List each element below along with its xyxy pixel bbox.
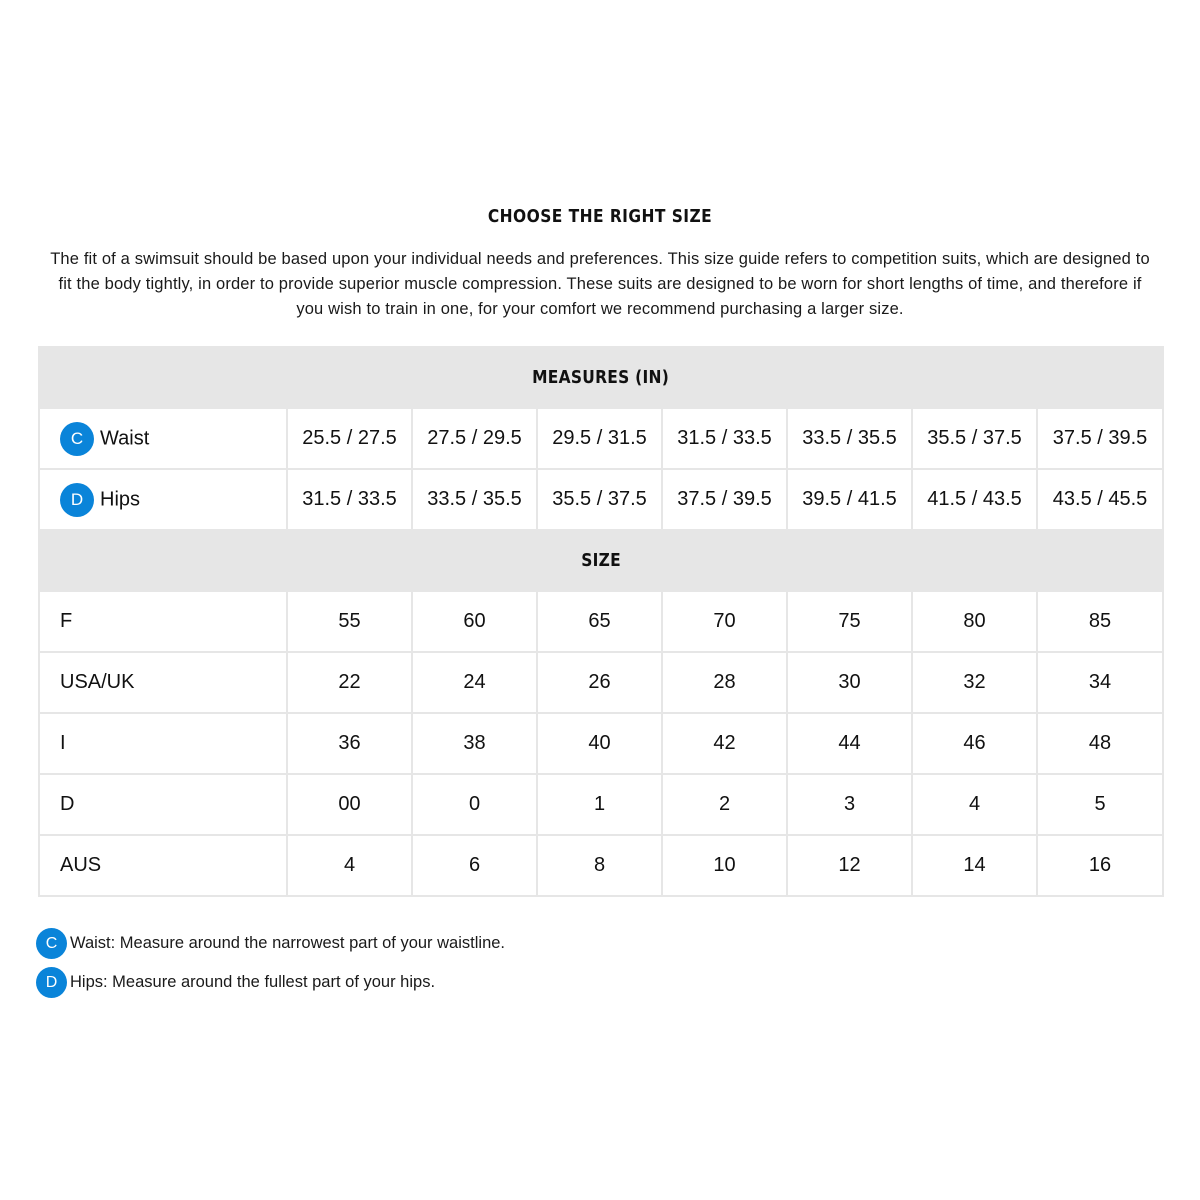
waist-row-label bbox=[39, 408, 287, 469]
size-row-label: USA/UK bbox=[39, 652, 287, 713]
waist-badge-icon: C bbox=[60, 422, 94, 456]
waist-cell: 35.5 / 37.5 bbox=[912, 408, 1037, 469]
size-row-d bbox=[39, 774, 1163, 835]
hips-row-label bbox=[39, 469, 287, 530]
size-cell: 14 bbox=[912, 835, 1037, 896]
size-row-label: D bbox=[39, 774, 287, 835]
size-cell: 40 bbox=[537, 713, 662, 774]
size-cell: 5 bbox=[1037, 774, 1163, 835]
size-row-usa-uk bbox=[39, 652, 1163, 713]
size-cell: 28 bbox=[662, 652, 787, 713]
size-cell: 00 bbox=[287, 774, 412, 835]
size-cell: 36 bbox=[287, 713, 412, 774]
hips-label: Hips bbox=[100, 488, 141, 510]
size-row-label: F bbox=[39, 591, 287, 652]
hips-badge-icon: D bbox=[36, 967, 67, 998]
waist-cell: 37.5 / 39.5 bbox=[1037, 408, 1163, 469]
size-chart-table bbox=[38, 346, 1164, 897]
waist-cell: 27.5 / 29.5 bbox=[412, 408, 537, 469]
legend-hips bbox=[36, 967, 435, 998]
waist-badge-icon: C bbox=[36, 928, 67, 959]
size-cell: 70 bbox=[662, 591, 787, 652]
size-row-i bbox=[39, 713, 1163, 774]
size-cell: 24 bbox=[412, 652, 537, 713]
waist-cell: 31.5 / 33.5 bbox=[662, 408, 787, 469]
hips-row bbox=[39, 469, 1163, 530]
size-cell: 4 bbox=[912, 774, 1037, 835]
size-cell: 44 bbox=[787, 713, 912, 774]
hips-cell: 37.5 / 39.5 bbox=[662, 469, 787, 530]
legend-waist bbox=[36, 928, 505, 959]
size-cell: 4 bbox=[287, 835, 412, 896]
size-cell: 30 bbox=[787, 652, 912, 713]
waist-row bbox=[39, 408, 1163, 469]
size-header: SIZE bbox=[39, 530, 1163, 591]
size-cell: 42 bbox=[662, 713, 787, 774]
size-cell: 0 bbox=[412, 774, 537, 835]
waist-cell: 33.5 / 35.5 bbox=[787, 408, 912, 469]
legend-hips-text: Hips: Measure around the fullest part of your hips. bbox=[70, 973, 436, 991]
measures-header-row bbox=[39, 347, 1163, 408]
hips-cell: 31.5 / 33.5 bbox=[287, 469, 412, 530]
hips-cell: 35.5 / 37.5 bbox=[537, 469, 662, 530]
size-cell: 32 bbox=[912, 652, 1037, 713]
hips-badge-icon: D bbox=[60, 483, 94, 517]
size-cell: 12 bbox=[787, 835, 912, 896]
size-cell: 34 bbox=[1037, 652, 1163, 713]
size-cell: 46 bbox=[912, 713, 1037, 774]
size-cell: 75 bbox=[787, 591, 912, 652]
size-cell: 6 bbox=[412, 835, 537, 896]
measures-header: MEASURES (IN) bbox=[39, 347, 1163, 408]
size-cell: 3 bbox=[787, 774, 912, 835]
hips-cell: 43.5 / 45.5 bbox=[1037, 469, 1163, 530]
size-cell: 38 bbox=[412, 713, 537, 774]
size-cell: 2 bbox=[662, 774, 787, 835]
size-cell: 55 bbox=[287, 591, 412, 652]
size-cell: 10 bbox=[662, 835, 787, 896]
hips-cell: 41.5 / 43.5 bbox=[912, 469, 1037, 530]
waist-label: Waist bbox=[100, 427, 150, 449]
size-cell: 80 bbox=[912, 591, 1037, 652]
waist-cell: 29.5 / 31.5 bbox=[537, 408, 662, 469]
size-cell: 85 bbox=[1037, 591, 1163, 652]
hips-cell: 39.5 / 41.5 bbox=[787, 469, 912, 530]
size-cell: 26 bbox=[537, 652, 662, 713]
size-cell: 48 bbox=[1037, 713, 1163, 774]
size-cell: 8 bbox=[537, 835, 662, 896]
size-cell: 22 bbox=[287, 652, 412, 713]
intro-paragraph: The fit of a swimsuit should be based upon your individual needs and preferences. This size guide refers to competition suits, which are designed to fit the body tightly, in order to provide superior muscle compression. These suits are designed to be worn for short lengths of time, and therefore if you wish to train in one, for your comfort we recommend purchasing a larger size. bbox=[50, 250, 1150, 318]
size-row-f bbox=[39, 591, 1163, 652]
legend-waist-text: Waist: Measure around the narrowest part of your waistline. bbox=[70, 934, 506, 952]
waist-cell: 25.5 / 27.5 bbox=[287, 408, 412, 469]
size-row-aus bbox=[39, 835, 1163, 896]
page-title: CHOOSE THE RIGHT SIZE bbox=[487, 206, 713, 227]
size-row-label: I bbox=[39, 713, 287, 774]
size-cell: 60 bbox=[412, 591, 537, 652]
hips-cell: 33.5 / 35.5 bbox=[412, 469, 537, 530]
size-cell: 16 bbox=[1037, 835, 1163, 896]
size-header-row bbox=[39, 530, 1163, 591]
size-cell: 65 bbox=[537, 591, 662, 652]
size-cell: 1 bbox=[537, 774, 662, 835]
size-row-label: AUS bbox=[39, 835, 287, 896]
